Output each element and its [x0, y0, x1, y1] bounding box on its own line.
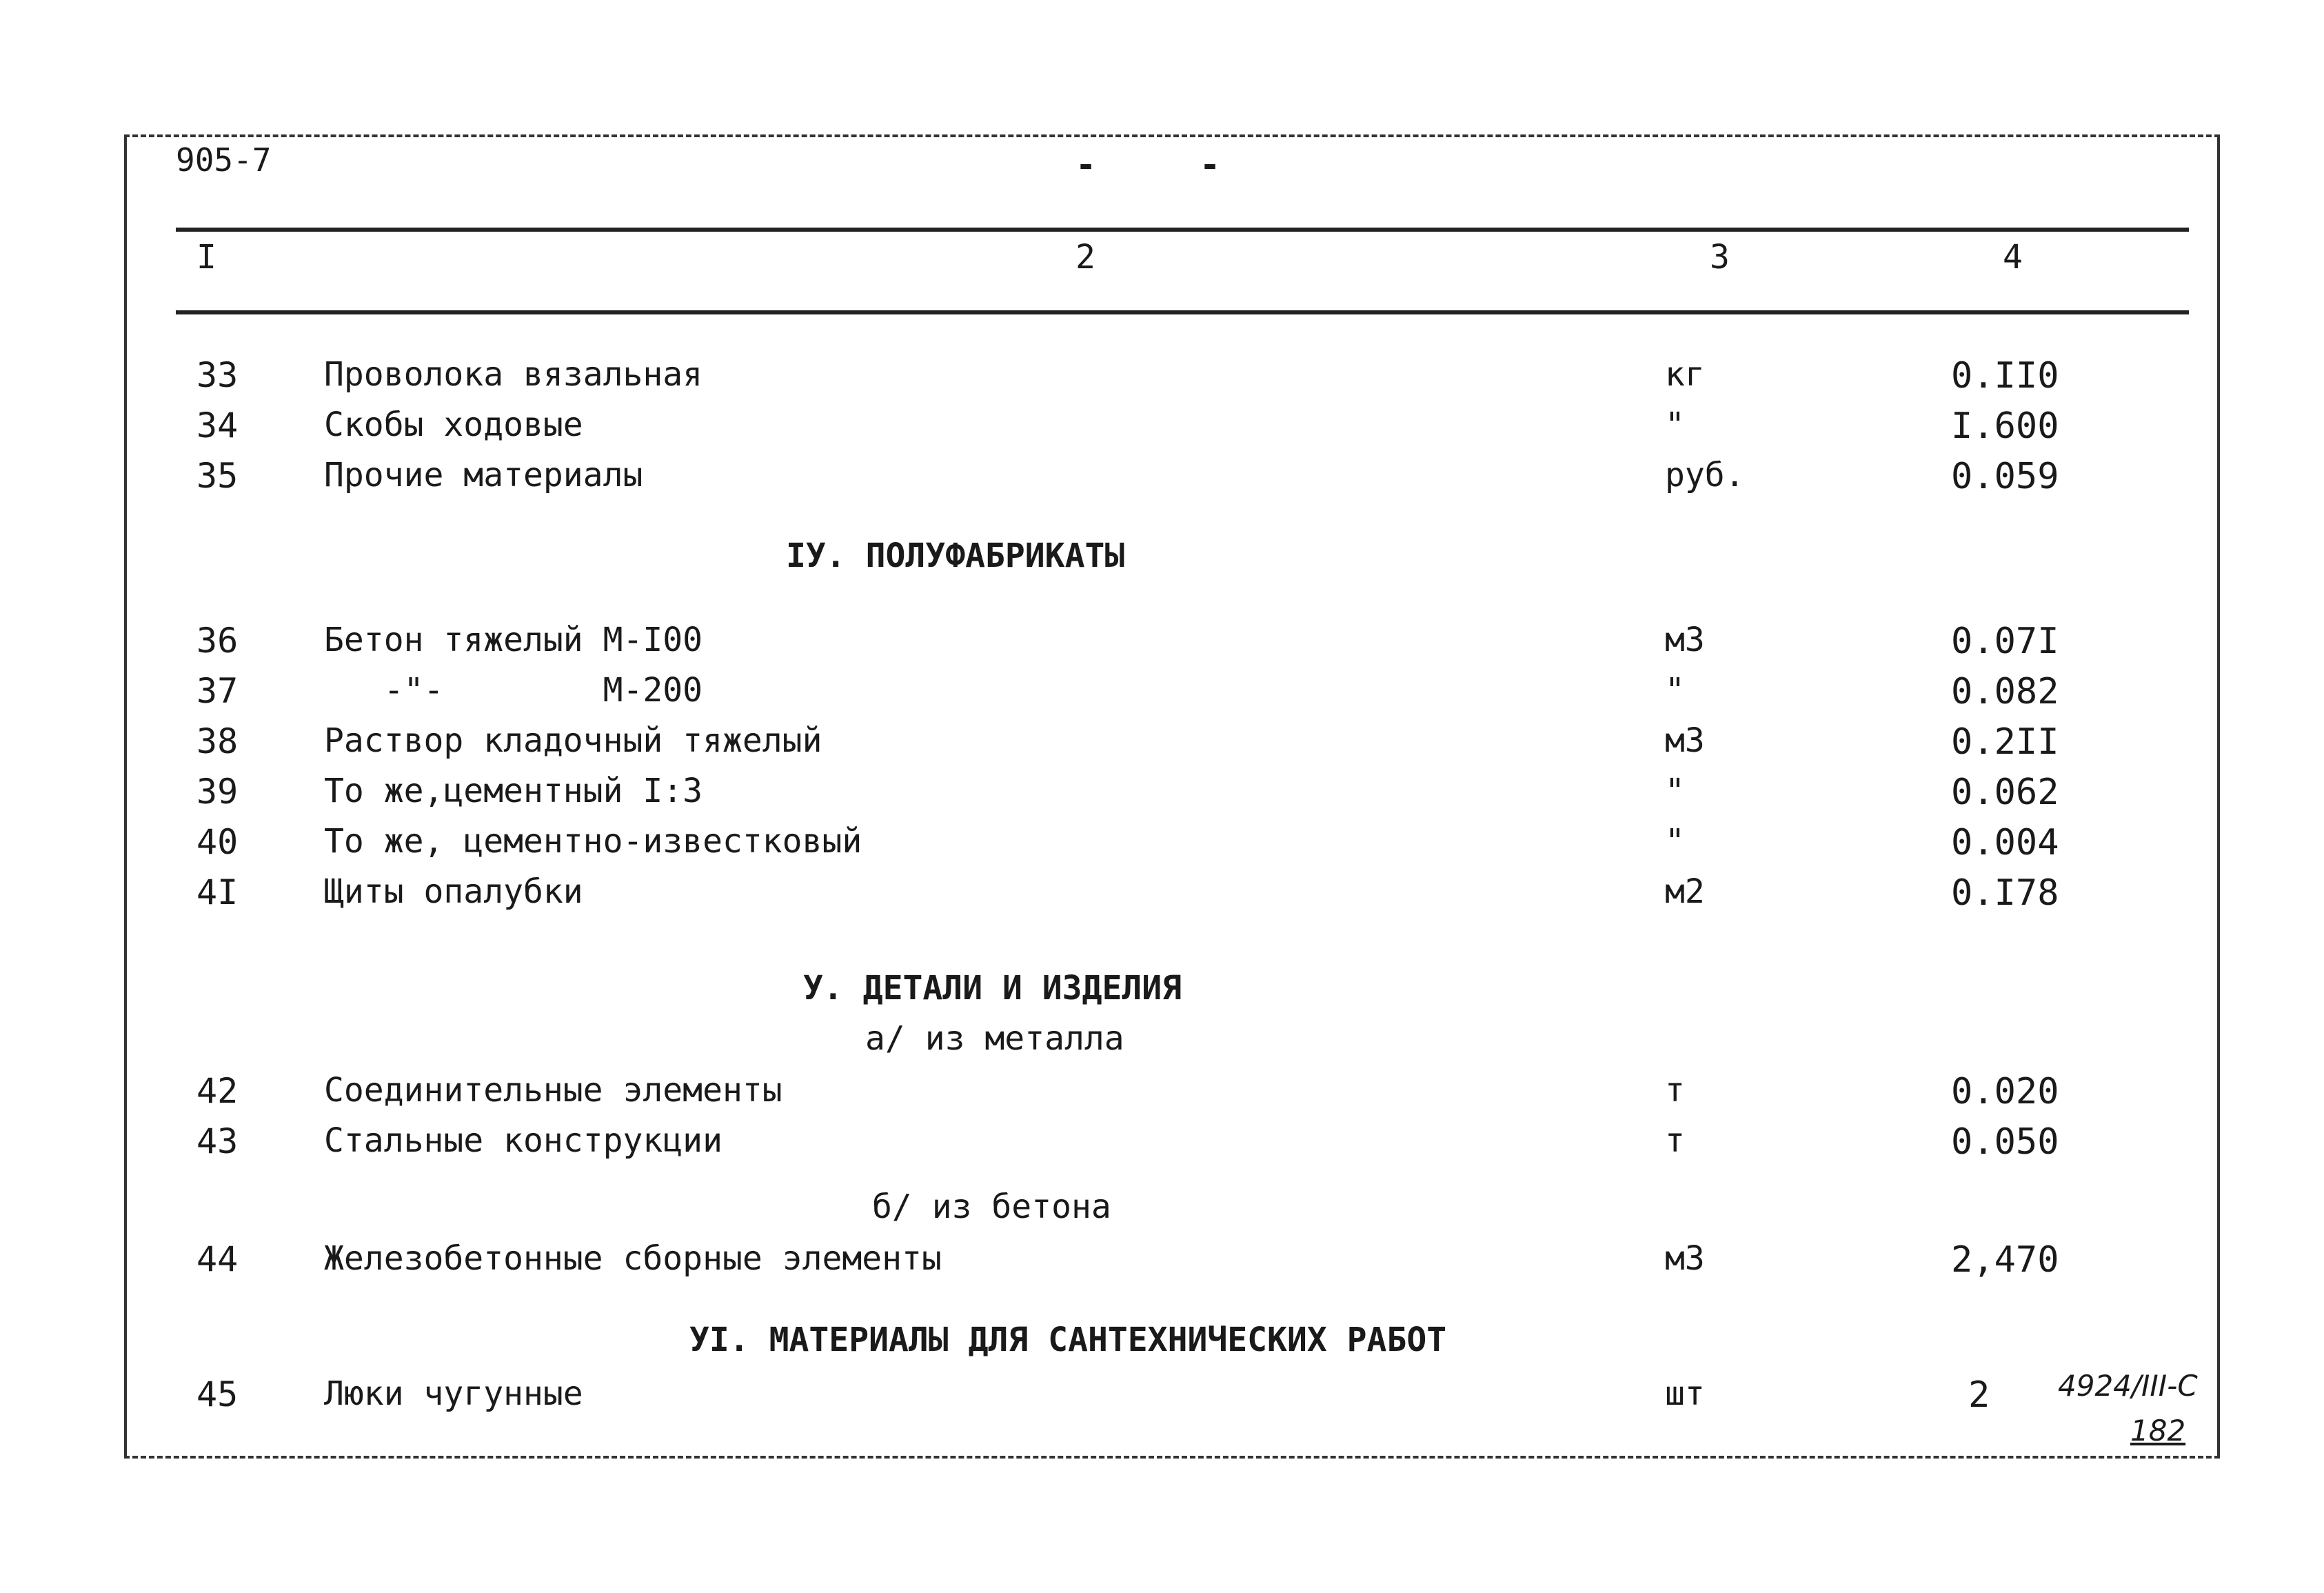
row-name: То же, цементно-известковый	[324, 822, 862, 861]
column-header-2: 2	[1075, 238, 1095, 277]
row-quantity: 0.II0	[1951, 355, 2059, 397]
row-quantity: 0.004	[1951, 822, 2059, 863]
header-dash-1: -	[1075, 145, 1097, 185]
row-unit: т	[1665, 1071, 1685, 1110]
row-unit: м3	[1665, 1239, 1705, 1278]
row-name: Проволока вязальная	[324, 355, 703, 394]
row-quantity: 2,470	[1951, 1239, 2059, 1281]
row-quantity: 0.2II	[1951, 721, 2059, 763]
row-unit: м3	[1665, 721, 1705, 760]
row-unit: м3	[1665, 621, 1705, 659]
table-top-rule	[176, 228, 2189, 232]
row-unit: т	[1665, 1121, 1685, 1160]
row-quantity: 0.062	[1951, 772, 2059, 813]
row-quantity: 0.050	[1951, 1121, 2059, 1163]
column-header-1: I	[196, 238, 216, 277]
column-header-3: 3	[1710, 238, 1730, 277]
section-heading-iv: IУ. ПОЛУФАБРИКАТЫ	[786, 537, 1125, 575]
row-number: 35	[196, 456, 239, 496]
row-number: 34	[196, 405, 239, 445]
row-unit: "	[1665, 405, 1685, 444]
row-name: Бетон тяжелый М-I00	[324, 621, 703, 659]
row-number: 40	[196, 822, 239, 862]
row-quantity: 0.059	[1951, 456, 2059, 497]
row-number: 43	[196, 1121, 239, 1161]
row-name: Соединительные элементы	[324, 1071, 782, 1110]
row-name: Раствор кладочный тяжелый	[324, 721, 822, 760]
header-dash-2: -	[1200, 145, 1221, 185]
subsection-concrete: б/ из бетона	[872, 1188, 1111, 1226]
page-number: 182	[2130, 1414, 2186, 1447]
row-number: 38	[196, 721, 239, 761]
row-name: Щиты опалубки	[324, 872, 583, 911]
row-quantity: 0.07I	[1951, 621, 2059, 662]
row-number: 4I	[196, 872, 239, 912]
row-name: Стальные конструкции	[324, 1121, 723, 1160]
row-unit: руб.	[1665, 456, 1745, 494]
row-name: Железобетонные сборные элементы	[324, 1239, 942, 1278]
row-unit: "	[1665, 772, 1685, 810]
row-quantity: 0.020	[1951, 1071, 2059, 1112]
row-quantity: I.600	[1951, 405, 2059, 447]
row-unit: м2	[1665, 872, 1705, 911]
row-number: 45	[196, 1374, 239, 1414]
subsection-metal: а/ из металла	[865, 1019, 1124, 1058]
document-code: 905-7	[176, 141, 272, 179]
row-number: 37	[196, 671, 239, 711]
row-number: 44	[196, 1239, 239, 1279]
row-quantity: 2	[1968, 1374, 1990, 1416]
row-quantity: 0.I78	[1951, 872, 2059, 914]
row-name: Люки чугунные	[324, 1374, 583, 1413]
row-unit: "	[1665, 822, 1685, 861]
archive-code: 4924/III-С	[2058, 1369, 2198, 1403]
column-header-4: 4	[2003, 238, 2023, 277]
row-unit: шт	[1665, 1374, 1705, 1413]
row-name: Прочие материалы	[324, 456, 643, 494]
row-number: 42	[196, 1071, 239, 1111]
row-number: 33	[196, 355, 239, 395]
row-unit: кг	[1665, 355, 1705, 394]
row-number: 39	[196, 772, 239, 812]
row-quantity: 0.082	[1951, 671, 2059, 712]
row-name: То же,цементный I:3	[324, 772, 703, 810]
section-heading-vi: УI. МАТЕРИАЛЫ ДЛЯ САНТЕХНИЧЕСКИХ РАБОТ	[689, 1321, 1447, 1359]
row-name: -"- М-200	[324, 671, 703, 710]
row-number: 36	[196, 621, 239, 661]
row-name: Скобы ходовые	[324, 405, 583, 444]
table-header-rule	[176, 310, 2189, 314]
section-heading-v: У. ДЕТАЛИ И ИЗДЕЛИЯ	[803, 969, 1182, 1008]
row-unit: "	[1665, 671, 1685, 710]
